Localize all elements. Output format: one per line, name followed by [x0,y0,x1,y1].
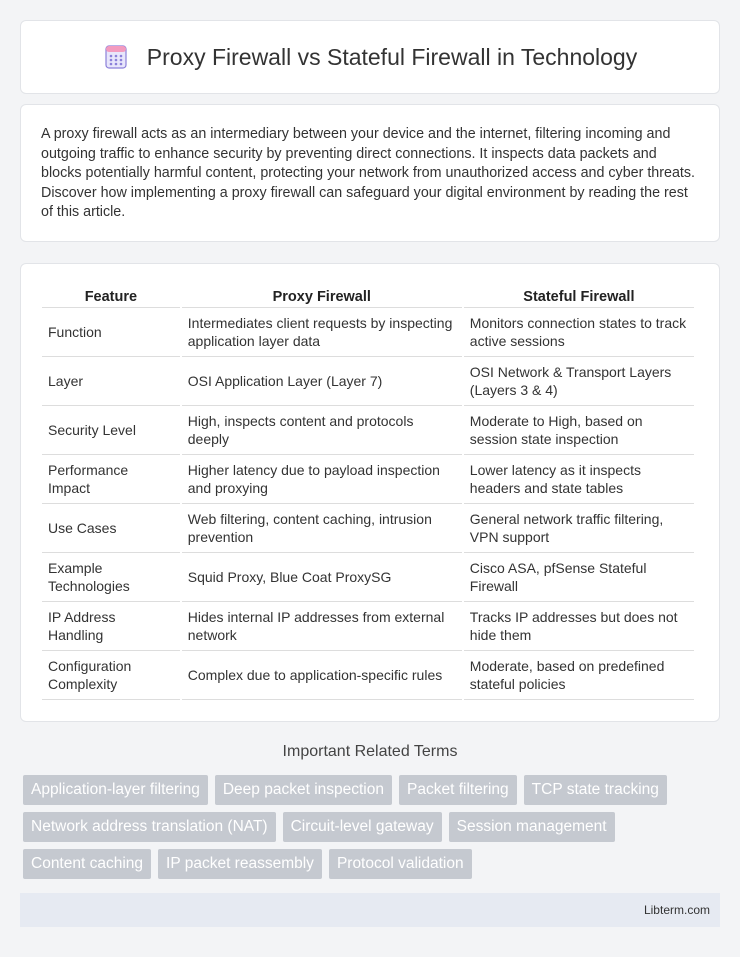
feature-cell: Performance Impact [42,455,180,504]
calculator-icon [103,44,129,70]
proxy-cell: Higher latency due to payload inspection and proxying [182,455,462,504]
proxy-cell: Complex due to application-specific rules [182,651,462,700]
footer-site-link[interactable]: Libterm.com [643,903,710,917]
table-row [42,504,694,553]
stateful-cell: Lower latency as it inspects headers and state tables [464,455,694,504]
column-header-feature: Feature [42,284,180,308]
column-header-proxy: Proxy Firewall [182,284,462,308]
proxy-cell: Squid Proxy, Blue Coat ProxySG [182,553,462,602]
tag-application-layer-filtering[interactable]: Application-layer filtering [23,775,208,805]
intro-paragraph: A proxy firewall acts as an intermediary between your device and the internet, filtering incoming and outgoing traffic to enhance security by preventing direct connections. It inspects data packets and blocks potentially harmful content, protecting your network from unauthorized access and cyber threats. Discover how implementing a proxy firewall can safeguard your digital environment by reading the rest of this article. [41,126,696,221]
table-row [42,455,694,504]
tag-session-management[interactable]: Session management [449,812,615,842]
tag-nat[interactable]: Network address translation (NAT) [23,812,276,842]
tag-ip-packet-reassembly[interactable]: IP packet reassembly [158,849,322,879]
table-row [42,357,694,406]
tag-packet-filtering[interactable]: Packet filtering [399,775,517,805]
stateful-cell: General network traffic filtering, VPN support [464,504,694,553]
stateful-cell: Tracks IP addresses but does not hide them [464,602,694,651]
tag-content-caching[interactable]: Content caching [23,849,151,879]
feature-cell: Use Cases [42,504,180,553]
stateful-cell: Cisco ASA, pfSense Stateful Firewall [464,553,694,602]
feature-cell: Function [42,308,180,357]
table-row [42,308,694,357]
intro-card [20,104,720,242]
feature-cell: Configuration Complexity [42,651,180,700]
proxy-cell: Hides internal IP addresses from external network [182,602,462,651]
related-terms-list [23,775,713,879]
proxy-cell: OSI Application Layer (Layer 7) [182,357,462,406]
feature-cell: Layer [42,357,180,406]
tag-deep-packet-inspection[interactable]: Deep packet inspection [215,775,392,805]
table-row [42,406,694,455]
column-header-stateful: Stateful Firewall [464,284,694,308]
table-row [42,651,694,700]
proxy-cell: Intermediates client requests by inspecting application layer data [182,308,462,357]
footer [20,893,720,927]
stateful-cell: Moderate to High, based on session state inspection [464,406,694,455]
feature-cell: IP Address Handling [42,602,180,651]
feature-cell: Example Technologies [42,553,180,602]
proxy-cell: High, inspects content and protocols deeply [182,406,462,455]
comparison-table [40,284,696,700]
tag-circuit-level-gateway[interactable]: Circuit-level gateway [283,812,442,842]
feature-cell: Security Level [42,406,180,455]
stateful-cell: Moderate, based on predefined stateful policies [464,651,694,700]
tag-tcp-state-tracking[interactable]: TCP state tracking [524,775,667,805]
table-row [42,553,694,602]
header-card [20,20,720,94]
stateful-cell: OSI Network & Transport Layers (Layers 3 & 4) [464,357,694,406]
page-title: Proxy Firewall vs Stateful Firewall in Technology [146,43,638,70]
title-wrap [103,44,637,71]
tag-protocol-validation[interactable]: Protocol validation [329,849,472,879]
related-terms-title: Important Related Terms [282,743,458,760]
proxy-cell: Web filtering, content caching, intrusion prevention [182,504,462,553]
table-header-row [42,284,694,308]
table-row [42,602,694,651]
comparison-table-card [20,263,720,722]
stateful-cell: Monitors connection states to track active sessions [464,308,694,357]
